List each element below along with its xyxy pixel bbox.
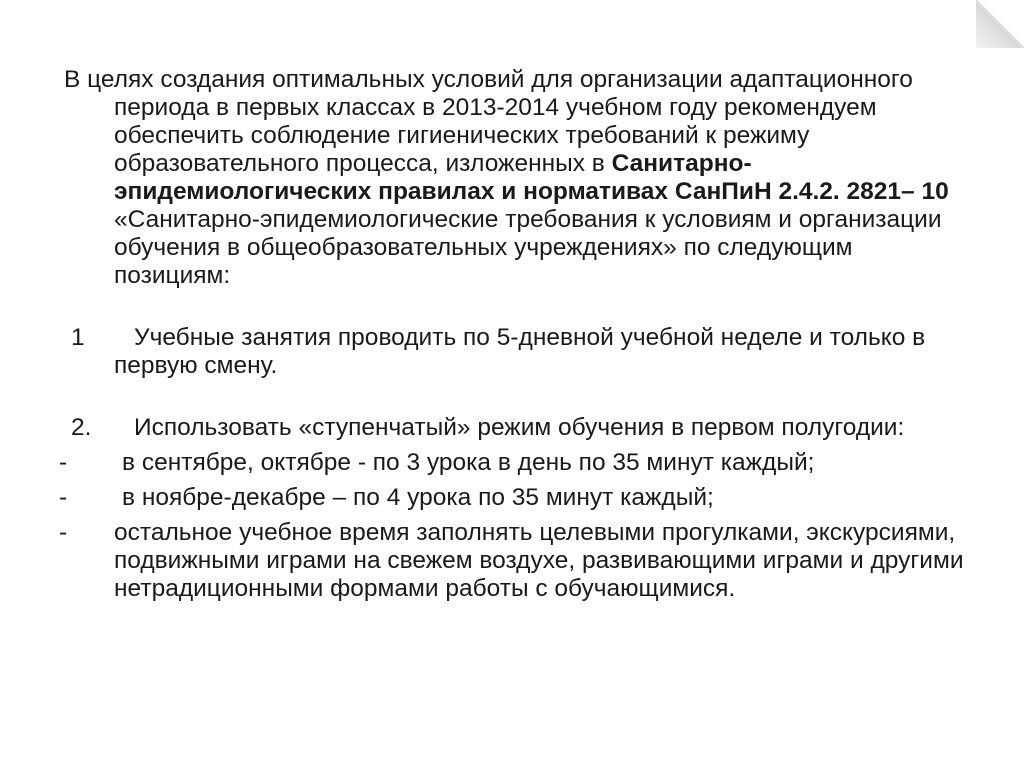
- page-curl-corner: [976, 0, 1024, 48]
- numbered-item-1: [64, 324, 969, 380]
- dash-text-2: в ноябре-декабре – по 4 урока по 35 минут каждый;: [122, 484, 714, 511]
- item-text-2: Использовать «ступенчатый» режим обучения в первом полугодии:: [134, 414, 905, 441]
- dash-marker-1: -: [59, 449, 68, 476]
- intro-bold-reference: Санитарно-эпидемиологических правилах и нормативах СанПиН 2.4.2. 2821– 10: [114, 150, 949, 205]
- dash-item-3: [59, 519, 969, 603]
- dash-item-2: [59, 484, 969, 512]
- intro-text-part2: «Санитарно-эпидемиологические требования к условиям и организации обучения в общеобразовательных учреждениях» по следующим позициям:: [114, 206, 942, 289]
- dash-marker-3: -: [59, 519, 68, 546]
- item-text-1: Учебные занятия проводить по 5-дневной учебной неделе и только в первую смену.: [114, 324, 926, 379]
- intro-paragraph: [64, 66, 969, 290]
- dash-list: [59, 449, 969, 603]
- dash-marker-2: -: [59, 484, 68, 511]
- dash-text-1: в сентябре, октябре - по 3 урока в день по 35 минут каждый;: [122, 449, 815, 476]
- dash-text-3: остальное учебное время заполнять целевыми прогулками, экскурсиями, подвижными играми на свежем воздухе, развивающими играми и другими нетрадиционными формами работы с обучающимися.: [114, 519, 964, 602]
- dash-item-1: [59, 449, 969, 477]
- slide-content: [59, 66, 969, 603]
- intro-text-part1: В целях создания оптимальных условий для организации адаптационного периода в первых классах в 2013-2014 учебном году рекомендуем обеспечить соблюдение гигиенических требований к режиму образовательного процесса, изложенных в: [64, 66, 913, 177]
- numbered-item-2: [64, 414, 969, 442]
- item-number-2: 2.: [71, 414, 92, 441]
- item-number-1: 1: [71, 324, 85, 351]
